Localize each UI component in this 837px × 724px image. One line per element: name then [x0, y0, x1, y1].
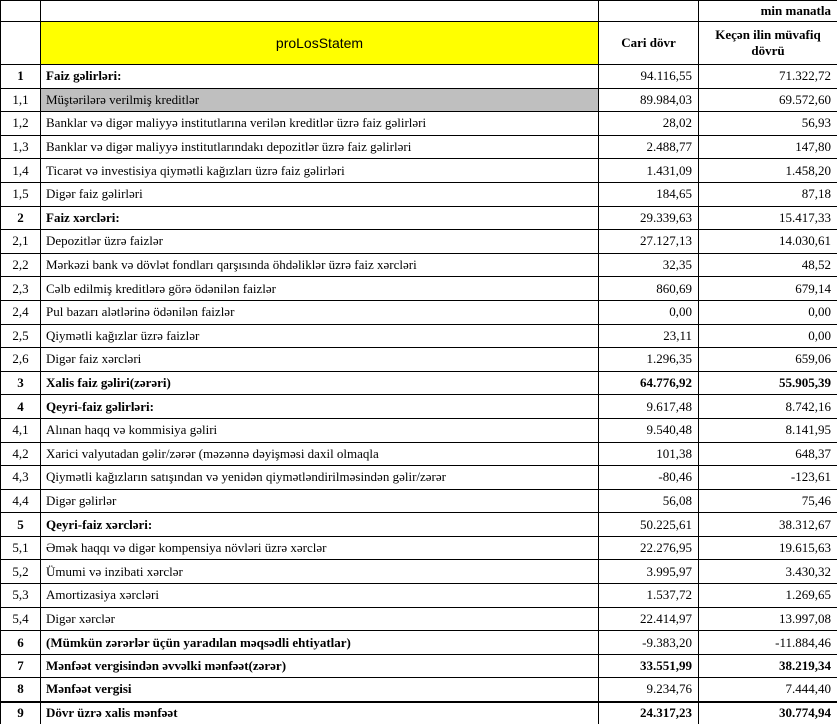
current-period-value-cell: 101,38	[599, 442, 699, 466]
table-body	[1, 65, 837, 724]
row-number-cell: 2,3	[1, 277, 41, 301]
current-period-value-cell: 23,11	[599, 324, 699, 348]
table-row	[1, 395, 837, 419]
current-period-value-cell: 56,08	[599, 489, 699, 513]
previous-period-value-cell: 15.417,33	[699, 206, 837, 230]
row-label-cell: Ümumi və inzibati xərclər	[41, 560, 599, 584]
table-row	[1, 678, 837, 702]
current-period-value-cell: 89.984,03	[599, 88, 699, 112]
row-number-cell: 1,4	[1, 159, 41, 183]
table-title: proLosStatem	[41, 22, 599, 65]
table-row	[1, 702, 837, 724]
table-row	[1, 88, 837, 112]
row-number-cell: 2,2	[1, 253, 41, 277]
row-label-cell: Digər xərclər	[41, 607, 599, 631]
row-number-cell: 4,2	[1, 442, 41, 466]
row-label-cell: Cəlb edilmiş kreditlərə görə ödənilən faizlər	[41, 277, 599, 301]
table-row	[1, 230, 837, 254]
row-number-cell: 3	[1, 371, 41, 395]
previous-period-value-cell: 71.322,72	[699, 65, 837, 89]
table-row	[1, 654, 837, 678]
row-number-cell: 2,5	[1, 324, 41, 348]
table-row	[1, 253, 837, 277]
table-row	[1, 182, 837, 206]
current-period-value-cell: 29.339,63	[599, 206, 699, 230]
previous-period-value-cell: 3.430,32	[699, 560, 837, 584]
row-number-cell: 4,4	[1, 489, 41, 513]
previous-period-value-cell: -123,61	[699, 466, 837, 490]
previous-period-value-cell: 679,14	[699, 277, 837, 301]
row-label-cell: Mənfəət vergisindən əvvəlki mənfəət(zərər)	[41, 654, 599, 678]
row-label-cell: Faiz gəlirləri:	[41, 65, 599, 89]
row-number-cell: 6	[1, 631, 41, 655]
current-period-value-cell: 50.225,61	[599, 513, 699, 537]
row-number-cell: 1,5	[1, 182, 41, 206]
row-number-cell: 1,2	[1, 112, 41, 136]
row-label-cell: Xarici valyutadan gəlir/zərər (məzənnə dəyişməsi daxil olmaqla	[41, 442, 599, 466]
row-label-cell: Digər gəlirlər	[41, 489, 599, 513]
current-period-value-cell: 94.116,55	[599, 65, 699, 89]
previous-period-value-cell: 648,37	[699, 442, 837, 466]
table-row	[1, 348, 837, 372]
row-label-cell: Mərkəzi bank və dövlət fondları qarşısında öhdəliklər üzrə faiz xərcləri	[41, 253, 599, 277]
row-label-cell: Mənfəət vergisi	[41, 678, 599, 702]
table-row	[1, 607, 837, 631]
current-period-value-cell: 9.234,76	[599, 678, 699, 702]
current-period-value-cell: 3.995,97	[599, 560, 699, 584]
current-period-value-cell: 1.431,09	[599, 159, 699, 183]
row-label-cell: Depozitlər üzrə faizlər	[41, 230, 599, 254]
table-row	[1, 159, 837, 183]
row-number-cell: 4,1	[1, 418, 41, 442]
column-header-current: Cari dövr	[599, 22, 699, 65]
row-number-cell: 5,4	[1, 607, 41, 631]
previous-period-value-cell: 1.269,65	[699, 584, 837, 608]
row-label-cell: (Mümkün zərərlər üçün yaradılan məqsədli ehtiyatlar)	[41, 631, 599, 655]
row-number-cell: 2	[1, 206, 41, 230]
current-period-value-cell: 28,02	[599, 112, 699, 136]
row-label-cell: Qiymətli kağızlar üzrə faizlər	[41, 324, 599, 348]
current-period-value-cell: 184,65	[599, 182, 699, 206]
table-row	[1, 300, 837, 324]
row-label-cell: Müştərilərə verilmiş kreditlər	[41, 88, 599, 112]
row-number-cell: 2,4	[1, 300, 41, 324]
table-row	[1, 442, 837, 466]
row-number-cell: 1,1	[1, 88, 41, 112]
row-number-cell: 5,3	[1, 584, 41, 608]
previous-period-value-cell: 30.774,94	[699, 702, 837, 724]
row-label-cell: Digər faiz xərcləri	[41, 348, 599, 372]
current-period-value-cell: 9.617,48	[599, 395, 699, 419]
column-header-previous: Keçən ilin müvafiq dövrü	[699, 22, 837, 65]
current-period-value-cell: 0,00	[599, 300, 699, 324]
previous-period-value-cell: 55.905,39	[699, 371, 837, 395]
previous-period-value-cell: 8.742,16	[699, 395, 837, 419]
row-number-cell: 1,3	[1, 135, 41, 159]
current-period-value-cell: 860,69	[599, 277, 699, 301]
row-number-cell: 4,3	[1, 466, 41, 490]
current-period-value-cell: 33.551,99	[599, 654, 699, 678]
table-row	[1, 418, 837, 442]
current-period-value-cell: 2.488,77	[599, 135, 699, 159]
previous-period-value-cell: 19.615,63	[699, 536, 837, 560]
previous-period-value-cell: 0,00	[699, 300, 837, 324]
row-number-cell: 4	[1, 395, 41, 419]
previous-period-value-cell: 147,80	[699, 135, 837, 159]
unit-row-spacer-cell	[599, 1, 699, 22]
previous-period-value-cell: 75,46	[699, 489, 837, 513]
previous-period-value-cell: 1.458,20	[699, 159, 837, 183]
row-label-cell: Amortizasiya xərcləri	[41, 584, 599, 608]
row-label-cell: Banklar və digər maliyyə institutlarına verilən kreditlər üzrə faiz gəlirləri	[41, 112, 599, 136]
previous-period-value-cell: 13.997,08	[699, 607, 837, 631]
table-row	[1, 324, 837, 348]
unit-label: min manatla	[699, 1, 837, 22]
unit-row-corner-cell	[1, 1, 41, 22]
table-row	[1, 277, 837, 301]
row-label-cell: Digər faiz gəlirləri	[41, 182, 599, 206]
current-period-value-cell: 22.276,95	[599, 536, 699, 560]
previous-period-value-cell: 69.572,60	[699, 88, 837, 112]
previous-period-value-cell: 14.030,61	[699, 230, 837, 254]
current-period-value-cell: 1.296,35	[599, 348, 699, 372]
table-row	[1, 584, 837, 608]
row-label-cell: Qiymətli kağızların satışından və yenidən qiymətləndirilməsindən gəlir/zərər	[41, 466, 599, 490]
row-number-cell: 9	[1, 702, 41, 724]
table-row	[1, 466, 837, 490]
previous-period-value-cell: -11.884,46	[699, 631, 837, 655]
table-row	[1, 560, 837, 584]
unit-row-spacer-cell	[41, 1, 599, 22]
table-row	[1, 536, 837, 560]
row-number-cell: 1	[1, 65, 41, 89]
row-number-cell: 2,6	[1, 348, 41, 372]
row-label-cell: Qeyri-faiz gəlirləri:	[41, 395, 599, 419]
previous-period-value-cell: 8.141,95	[699, 418, 837, 442]
current-period-value-cell: 32,35	[599, 253, 699, 277]
previous-period-value-cell: 659,06	[699, 348, 837, 372]
previous-period-value-cell: 0,00	[699, 324, 837, 348]
table-row	[1, 206, 837, 230]
previous-period-value-cell: 87,18	[699, 182, 837, 206]
row-label-cell: Xalis faiz gəliri(zərəri)	[41, 371, 599, 395]
row-label-cell: Qeyri-faiz xərcləri:	[41, 513, 599, 537]
row-label-cell: Dövr üzrə xalis mənfəət	[41, 702, 599, 724]
table-row	[1, 513, 837, 537]
table-row	[1, 112, 837, 136]
current-period-value-cell: 9.540,48	[599, 418, 699, 442]
header-row	[1, 22, 837, 65]
row-number-cell: 8	[1, 678, 41, 702]
previous-period-value-cell: 38.312,67	[699, 513, 837, 537]
row-label-cell: Banklar və digər maliyyə institutlarındakı depozitlər üzrə faiz gəlirləri	[41, 135, 599, 159]
previous-period-value-cell: 7.444,40	[699, 678, 837, 702]
previous-period-value-cell: 56,93	[699, 112, 837, 136]
current-period-value-cell: -80,46	[599, 466, 699, 490]
current-period-value-cell: 27.127,13	[599, 230, 699, 254]
unit-row	[1, 1, 837, 22]
header-corner-cell	[1, 22, 41, 65]
current-period-value-cell: 24.317,23	[599, 702, 699, 724]
row-label-cell: Pul bazarı alətlərinə ödənilən faizlər	[41, 300, 599, 324]
current-period-value-cell: -9.383,20	[599, 631, 699, 655]
row-label-cell: Ticarət və investisiya qiymətli kağızları üzrə faiz gəlirləri	[41, 159, 599, 183]
previous-period-value-cell: 48,52	[699, 253, 837, 277]
current-period-value-cell: 22.414,97	[599, 607, 699, 631]
row-number-cell: 5	[1, 513, 41, 537]
row-number-cell: 7	[1, 654, 41, 678]
previous-period-value-cell: 38.219,34	[699, 654, 837, 678]
row-label-cell: Alınan haqq və kommisiya gəliri	[41, 418, 599, 442]
table-row	[1, 135, 837, 159]
table-row	[1, 489, 837, 513]
row-label-cell: Faiz xərcləri:	[41, 206, 599, 230]
row-number-cell: 5,2	[1, 560, 41, 584]
table-row	[1, 371, 837, 395]
current-period-value-cell: 1.537,72	[599, 584, 699, 608]
table-row	[1, 631, 837, 655]
table-row	[1, 65, 837, 89]
row-number-cell: 5,1	[1, 536, 41, 560]
current-period-value-cell: 64.776,92	[599, 371, 699, 395]
row-label-cell: Əmək haqqı və digər kompensiya növləri üzrə xərclər	[41, 536, 599, 560]
row-number-cell: 2,1	[1, 230, 41, 254]
